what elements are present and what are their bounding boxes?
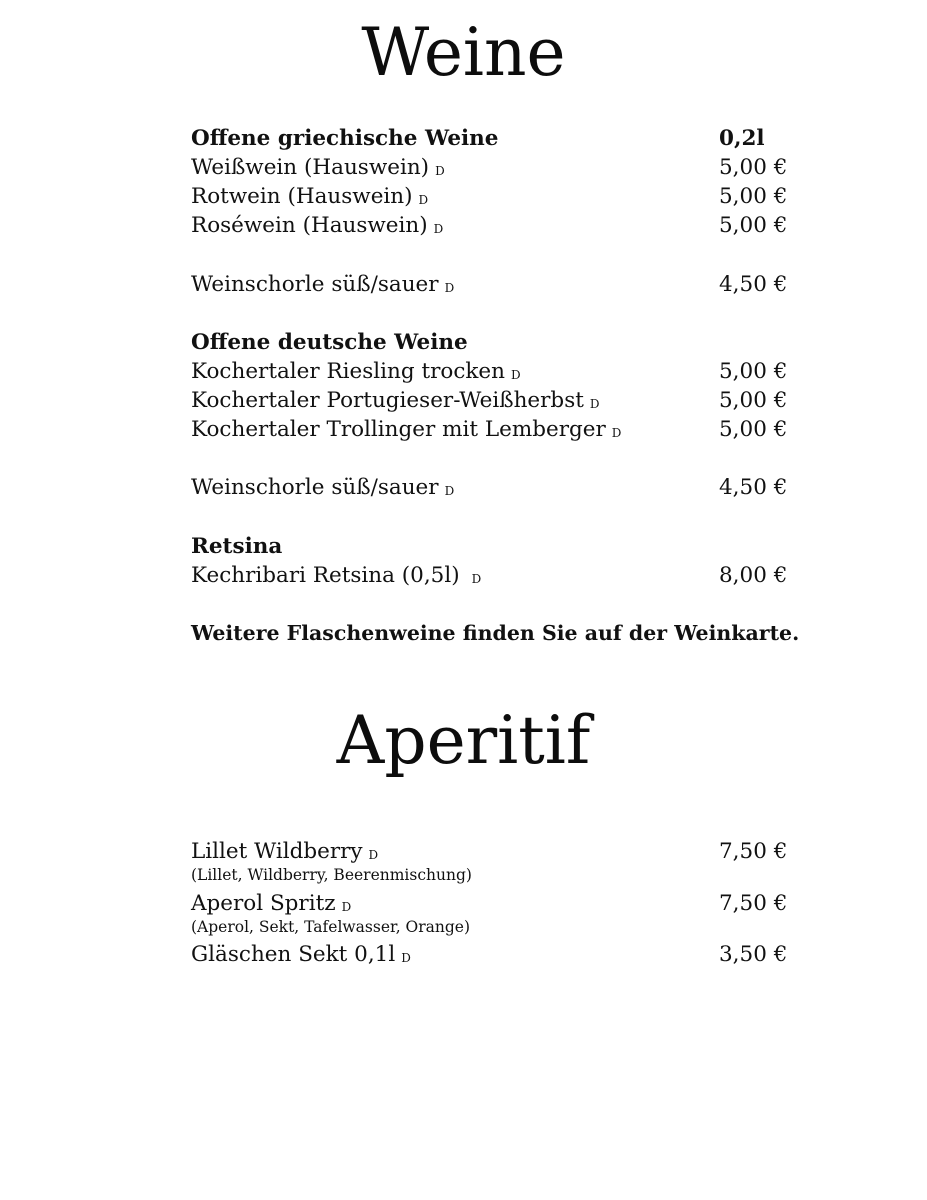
item-price: 5,00 € [719, 213, 788, 238]
item-name: Kechribari Retsina (0,5l) D [191, 563, 482, 588]
item-name: Kochertaler Portugieser-Weißherbst D [191, 388, 600, 413]
menu-item [191, 889, 791, 918]
allergen-code: D [341, 900, 352, 914]
menu-item [191, 182, 791, 211]
menu-item [191, 357, 791, 386]
menu-item [191, 473, 791, 502]
retsina-heading: Retsina [191, 534, 283, 559]
item-name: Rotwein (Hauswein) D [191, 184, 429, 209]
allergen-code: D [435, 164, 446, 178]
menu-item [191, 561, 791, 590]
item-price: 7,50 € [719, 891, 788, 916]
menu-item [191, 386, 791, 415]
greek-wines-size-label: 0,2l [719, 126, 765, 151]
item-price: 4,50 € [719, 272, 788, 297]
item-price: 3,50 € [719, 942, 788, 967]
item-price: 5,00 € [719, 388, 788, 413]
allergen-code: D [589, 397, 600, 411]
menu-item [191, 415, 791, 444]
aperitif-title: Aperitif [336, 702, 591, 779]
german-wines-heading-row [191, 328, 791, 357]
allergen-code: D [401, 951, 412, 965]
item-name: Weißwein (Hauswein) D [191, 155, 446, 180]
menu-item [191, 270, 791, 299]
allergen-code: D [444, 281, 455, 295]
bottle-wine-note: Weitere Flaschenweine finden Sie auf der Weinkarte. [191, 621, 800, 645]
retsina-heading-row [191, 532, 791, 561]
item-name: Gläschen Sekt 0,1l D [191, 942, 412, 967]
allergen-code: D [444, 484, 455, 498]
item-price: 5,00 € [719, 184, 788, 209]
item-name: Roséwein (Hauswein) D [191, 213, 444, 238]
allergen-code: D [511, 368, 522, 382]
item-price: 5,00 € [719, 359, 788, 384]
item-name: Weinschorle süß/sauer D [191, 475, 455, 500]
item-description: (Aperol, Sekt, Tafelwasser, Orange) [191, 918, 471, 936]
menu-item [191, 211, 791, 240]
allergen-code: D [368, 848, 379, 862]
item-price: 5,00 € [719, 155, 788, 180]
item-price: 5,00 € [719, 417, 788, 442]
weine-title: Weine [361, 14, 566, 91]
item-price: 7,50 € [719, 839, 788, 864]
menu-item [191, 153, 791, 182]
allergen-code: D [418, 193, 429, 207]
greek-wines-heading: Offene griechische Weine [191, 126, 499, 151]
allergen-code: D [611, 426, 622, 440]
item-price: 4,50 € [719, 475, 788, 500]
item-name: Kochertaler Riesling trocken D [191, 359, 522, 384]
item-name: Lillet Wildberry D [191, 839, 379, 864]
item-description: (Lillet, Wildberry, Beerenmischung) [191, 866, 472, 884]
item-name: Weinschorle süß/sauer D [191, 272, 455, 297]
item-name: Kochertaler Trollinger mit Lemberger D [191, 417, 622, 442]
greek-wines-heading-row [191, 124, 791, 153]
allergen-code: D [433, 222, 444, 236]
item-name: Aperol Spritz D [191, 891, 352, 916]
allergen-code: D [471, 572, 482, 586]
item-price: 8,00 € [719, 563, 788, 588]
menu-item [191, 940, 791, 969]
german-wines-heading: Offene deutsche Weine [191, 330, 468, 355]
menu-item [191, 837, 791, 866]
